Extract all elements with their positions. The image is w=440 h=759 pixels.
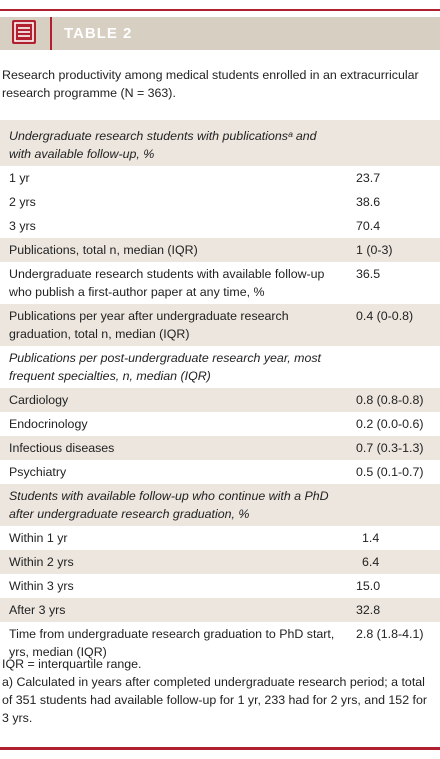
row-value: 6.4 bbox=[362, 555, 380, 569]
row-value: 15.0 bbox=[356, 579, 381, 593]
table-row bbox=[0, 304, 440, 346]
row-value: 0.5 (0.1-0.7) bbox=[356, 465, 424, 479]
data-table bbox=[0, 120, 440, 664]
table-row bbox=[0, 412, 440, 436]
section-heading bbox=[0, 484, 440, 526]
section-heading-text: Publications per post-undergraduate research year, most frequent specialties, n, median (IQR) bbox=[9, 351, 322, 383]
table-row bbox=[0, 190, 440, 214]
document-lines-icon bbox=[12, 20, 36, 44]
row-label: Within 2 yrs bbox=[9, 555, 74, 569]
footnote-a: a) Calculated in years after completed undergraduate research period; a total of 351 students had available follow-up for 1 yr, 233 had for 2 yrs, and 152 for 3 yrs. bbox=[2, 675, 427, 725]
row-label: 3 yrs bbox=[9, 219, 36, 233]
row-value: 0.7 (0.3-1.3) bbox=[356, 441, 424, 455]
table-row bbox=[0, 550, 440, 574]
row-label: Infectious diseases bbox=[9, 441, 115, 455]
table-row bbox=[0, 238, 440, 262]
table-row bbox=[0, 388, 440, 412]
row-value: 36.5 bbox=[356, 267, 381, 281]
row-label: Publications, total n, median (IQR) bbox=[9, 243, 198, 257]
row-label: 2 yrs bbox=[9, 195, 36, 209]
row-value: 2.8 (1.8-4.1) bbox=[356, 627, 424, 641]
row-value: 23.7 bbox=[356, 171, 381, 185]
section-heading-text: Students with available follow-up who continue with a PhD after undergraduate research graduation, % bbox=[9, 489, 329, 521]
row-label: After 3 yrs bbox=[9, 603, 66, 617]
table-row bbox=[0, 574, 440, 598]
table-row bbox=[0, 460, 440, 484]
table-title: TABLE 2 bbox=[64, 25, 133, 42]
row-label: Psychiatry bbox=[9, 465, 67, 479]
table-row bbox=[0, 526, 440, 550]
row-value: 1 (0-3) bbox=[356, 243, 393, 257]
row-label: Undergraduate research students with available follow-up who publish a first-author paper at any time, % bbox=[9, 267, 325, 299]
row-label: 1 yr bbox=[9, 171, 30, 185]
row-value: 38.6 bbox=[356, 195, 381, 209]
row-value: 1.4 bbox=[362, 531, 380, 545]
table-header-band bbox=[0, 17, 440, 50]
row-label: Publications per year after undergraduate research graduation, total n, median (IQR) bbox=[9, 309, 289, 341]
table-row bbox=[0, 166, 440, 190]
row-value: 70.4 bbox=[356, 219, 381, 233]
table-row bbox=[0, 436, 440, 460]
table-row bbox=[0, 262, 440, 304]
row-label: Within 3 yrs bbox=[9, 579, 74, 593]
section-heading bbox=[0, 346, 440, 388]
row-label: Within 1 yr bbox=[9, 531, 68, 545]
row-value: 0.2 (0.0-0.6) bbox=[356, 417, 424, 431]
header-separator bbox=[50, 17, 52, 50]
row-label: Cardiology bbox=[9, 393, 69, 407]
section-heading bbox=[0, 120, 440, 166]
row-value: 32.8 bbox=[356, 603, 381, 617]
row-value: 0.4 (0-0.8) bbox=[356, 309, 414, 323]
table-row bbox=[0, 214, 440, 238]
top-rule bbox=[0, 9, 440, 11]
section-heading-text: Undergraduate research students with publicationsᵃ and with available follow-up, % bbox=[9, 129, 317, 161]
footnote-abbreviation: IQR = interquartile range. bbox=[2, 657, 142, 671]
row-value: 0.8 (0.8-0.8) bbox=[356, 393, 424, 407]
table-row bbox=[0, 598, 440, 622]
row-label: Time from undergraduate research graduation to PhD start, yrs, median (IQR) bbox=[9, 627, 335, 659]
table-caption: Research productivity among medical students enrolled in an extracurricular research programme (N = 363). bbox=[2, 68, 419, 100]
table-footnotes bbox=[2, 655, 434, 727]
bottom-rule bbox=[0, 747, 440, 750]
row-label: Endocrinology bbox=[9, 417, 88, 431]
